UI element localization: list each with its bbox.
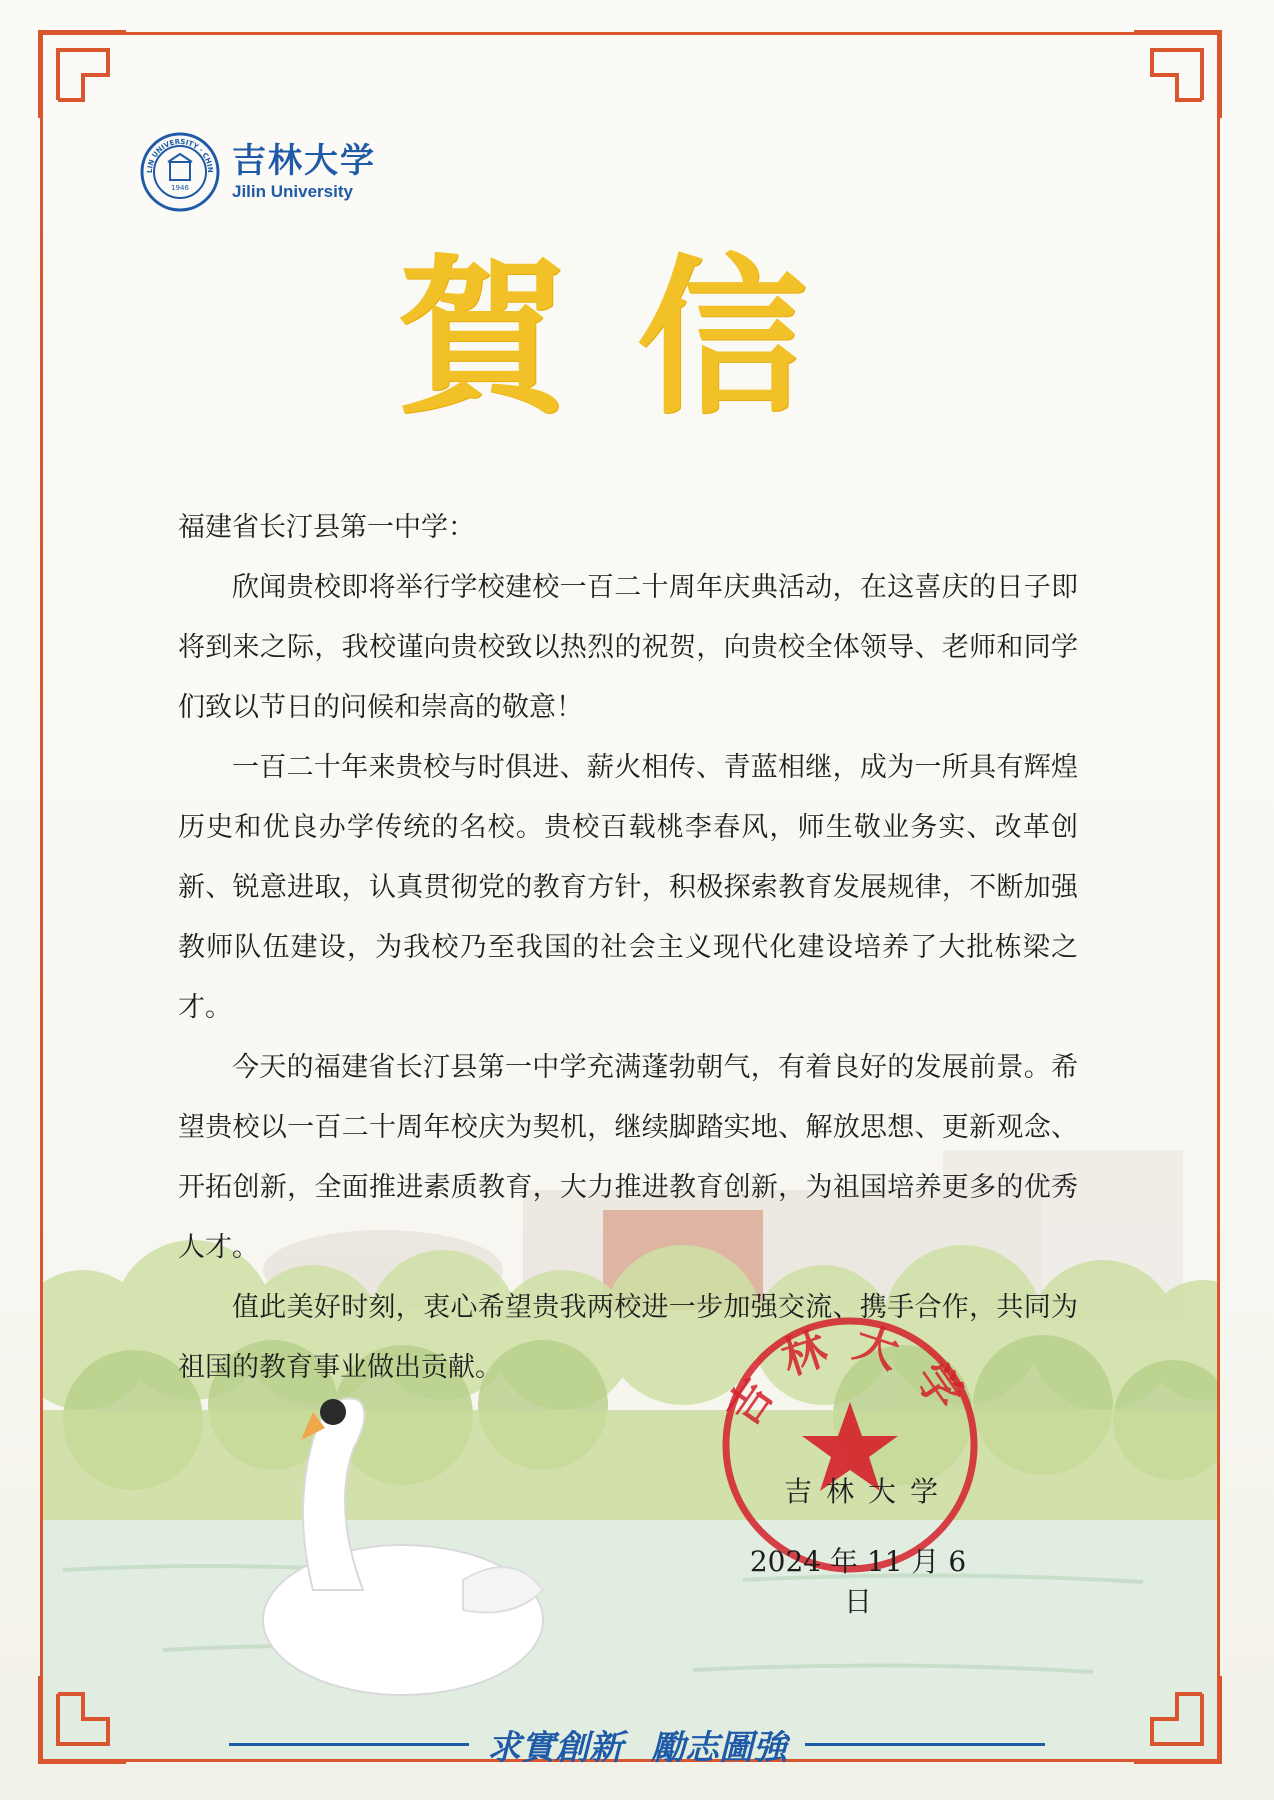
paragraph-4: 值此美好时刻，衷心希望贵我两校进一步加强交流、携手合作，共同为祖国的教育事业做出贡献。 [178, 1292, 1078, 1383]
motto-divider-left [229, 1743, 469, 1746]
motto-part-2: 勵志圖強 [651, 1728, 787, 1768]
letter-title: 賀信 [396, 238, 877, 438]
motto-part-1: 求實創新 [487, 1728, 623, 1768]
university-name-en: Jilin University [232, 182, 353, 201]
emblem-year: 1946 [171, 184, 189, 192]
paragraph-2: 一百二十年来贵校与时俱进、薪火相传、青蓝相继，成为一所具有辉煌历史和优良办学传统的名校。贵校百载桃李春风，师生敬业务实、改革创新、锐意进取，认真贯彻党的教育方针，积极探索教育发展规律，不断加强教师队伍建设，为我校乃至我国的社会主义现代化建设培养了大批栋梁之才。 [178, 752, 1078, 1023]
letter-body [178, 498, 1078, 1398]
university-name-cn: 吉林大学 [232, 141, 376, 181]
university-emblem-icon [140, 132, 220, 212]
paragraph-1: 欣闻贵校即将举行学校建校一百二十周年庆典活动，在这喜庆的日子即将到来之际，我校谨向贵校致以热烈的祝贺，向贵校全体领导、老师和同学们致以节日的问候和崇高的敬意！ [178, 572, 1078, 723]
signature-org: 吉林大学 [783, 1475, 952, 1508]
university-logo [140, 132, 376, 212]
paragraph-3: 今天的福建省长汀县第一中学充满蓬勃朝气，有着良好的发展前景。希望贵校以一百二十周年校庆为契机，继续脚踏实地、解放思想、更新观念、开拓创新，全面推进素质教育，大力推进教育创新，为祖国培养更多的优秀人才。 [178, 1052, 1078, 1263]
svg-text:JILIN UNIVERSITY · CHINA [140, 132, 214, 173]
salutation: 福建省长汀县第一中学： [178, 512, 475, 543]
university-motto [0, 1720, 1274, 1769]
corner-ornament-top-right [1132, 30, 1222, 120]
signature-date: 2024 年 11 月 6 日 [749, 1545, 967, 1618]
emblem-text: LIN UNIVERSITY · CHIN [145, 137, 215, 174]
seal-text: 吉林大学 [716, 1317, 984, 1436]
corner-ornament-top-left [38, 30, 128, 120]
motto-divider-right [805, 1743, 1045, 1746]
